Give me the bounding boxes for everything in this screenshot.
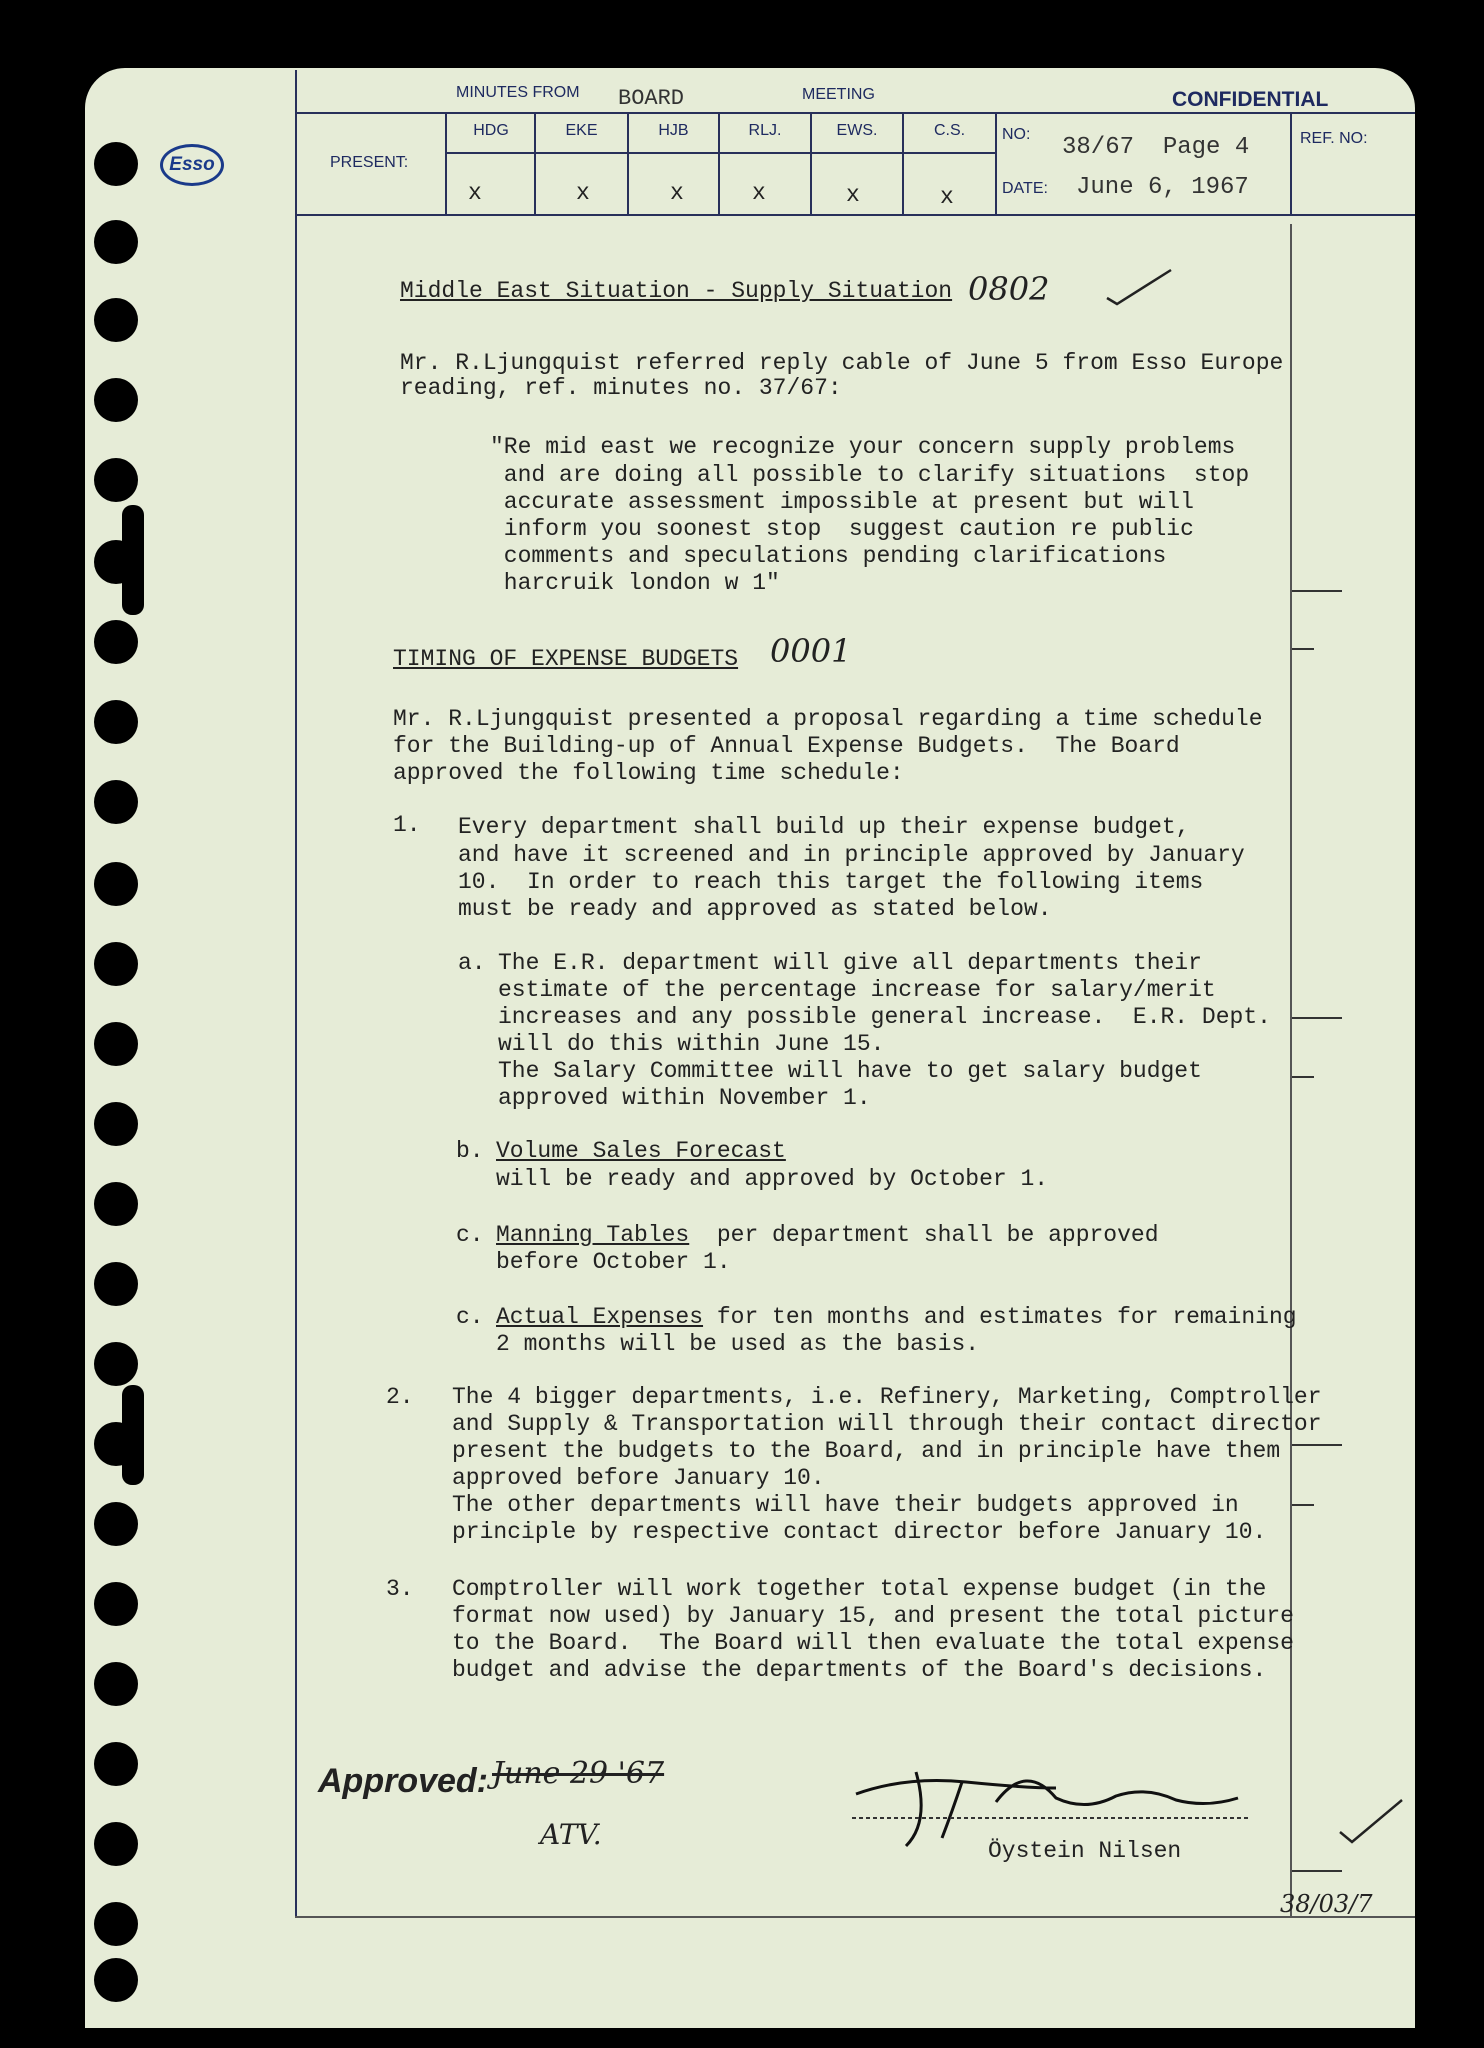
punch-hole [94, 378, 138, 422]
item3-line: to the Board. The Board will then evaluate the total expense [452, 1630, 1294, 1656]
subc2-line [496, 1304, 1297, 1330]
approver-initials: ATV. [540, 1818, 602, 1851]
punch-hole [94, 1102, 138, 1146]
section1-intro-line: Mr. R.Ljungquist referred reply cable of June 5 from Esso Europe [400, 350, 1284, 376]
minutes-from-label: MINUTES FROM [456, 84, 580, 101]
punch-hole [94, 620, 138, 664]
member-initials: EWS. [836, 122, 878, 139]
torn-hole [122, 1385, 144, 1485]
section1-code: 0802 [968, 270, 1050, 308]
punch-hole [94, 942, 138, 986]
suba-line: approved within November 1. [498, 1085, 871, 1111]
item1-line: Every department shall build up their expense budget, [458, 814, 1190, 840]
item3-line: budget and advise the departments of the Board's decisions. [452, 1657, 1267, 1683]
signature [846, 1742, 1252, 1852]
subb-title: Volume Sales Forecast [496, 1138, 786, 1164]
punch-hole [94, 700, 138, 744]
date-label: DATE: [1002, 180, 1048, 197]
section1-intro-line: reading, ref. minutes no. 37/67: [400, 375, 842, 401]
attendance-mark: x [752, 180, 766, 206]
punch-hole [94, 1958, 138, 2002]
member-initials: C.S. [933, 122, 966, 139]
item3-line: format now used) by January 15, and present the total picture [452, 1603, 1294, 1629]
item3-line: Comptroller will work together total expense budget (in the [452, 1576, 1267, 1602]
subc2-line: 2 months will be used as the basis. [496, 1331, 980, 1357]
cable-quote-line: comments and speculations pending clarifications [490, 543, 1167, 569]
punch-hole [94, 1182, 138, 1226]
subitem-letter: c. [456, 1222, 484, 1248]
approved-label: Approved: [318, 1762, 488, 1800]
suba-line: increases and any possible general increase. E.R. Dept. [498, 1004, 1271, 1030]
confidential-label: CONFIDENTIAL [1172, 88, 1329, 111]
item2-line: principle by respective contact director before January 10. [452, 1519, 1267, 1545]
subc1-title: Manning Tables [496, 1222, 690, 1248]
torn-hole [122, 505, 144, 615]
subc2-after: for ten months and estimates for remaining [703, 1304, 1297, 1330]
suba-line: will do this within June 15. [498, 1031, 885, 1057]
suba-line: estimate of the percentage increase for salary/merit [498, 977, 1216, 1003]
section2-intro-line: for the Building-up of Annual Expense Budgets. The Board [393, 733, 1180, 759]
attendance-mark: x [468, 180, 482, 206]
checkmark-icon [1336, 1796, 1406, 1846]
punch-hole [94, 1502, 138, 1546]
minutes-number: 38/67 Page 4 [1062, 134, 1250, 161]
punch-hole [94, 142, 138, 186]
section2-intro-line: approved the following time schedule: [393, 760, 904, 786]
item-number: 2. [386, 1384, 414, 1410]
punch-hole [94, 1022, 138, 1066]
punch-hole [94, 298, 138, 342]
subitem-letter: a. [458, 950, 486, 976]
punch-hole [94, 862, 138, 906]
meeting-date: June 6, 1967 [1076, 174, 1249, 201]
present-label: PRESENT: [330, 154, 409, 171]
item-number: 3. [386, 1576, 414, 1602]
subc1-after: per department shall be approved [689, 1222, 1159, 1248]
checkmark-icon [1105, 266, 1175, 306]
esso-logo: Esso [160, 144, 224, 186]
member-initials: HJB [658, 122, 689, 139]
item-number: 1. [393, 812, 421, 838]
item1-line: 10. In order to reach this target the following items [458, 869, 1204, 895]
no-label: NO: [1002, 126, 1031, 143]
member-initials: HDG [473, 122, 509, 139]
cable-quote-line: accurate assessment impossible at present but will [490, 489, 1194, 515]
attendance-mark: x [576, 180, 590, 206]
punch-hole [94, 780, 138, 824]
meeting-label: MEETING [802, 86, 875, 103]
punch-hole [94, 1742, 138, 1786]
subc2-title: Actual Expenses [496, 1304, 704, 1330]
item2-line: present the budgets to the Board, and in principle have them [452, 1438, 1281, 1464]
cable-quote-line: and are doing all possible to clarify situations stop [490, 462, 1250, 488]
cable-quote-line: "Re mid east we recognize your concern supply problems [490, 434, 1236, 460]
punch-hole [94, 1582, 138, 1626]
minutes-from-value: BOARD [618, 86, 685, 111]
signatory-name: Öystein Nilsen [988, 1838, 1182, 1864]
item2-line: The other departments will have their budgets approved in [452, 1492, 1239, 1518]
subc1-line [496, 1222, 1159, 1248]
punch-hole [94, 1342, 138, 1386]
suba-line: The E.R. department will give all departments their [498, 950, 1202, 976]
attendance-mark: x [940, 184, 954, 210]
approved-date: June 29 '67 [492, 1756, 665, 1791]
item2-line: The 4 bigger departments, i.e. Refinery, Marketing, Comptroller [452, 1384, 1322, 1410]
section2-code: 0001 [770, 632, 852, 670]
punch-hole [94, 1262, 138, 1306]
punch-hole [94, 1902, 138, 1946]
section2-intro-line: Mr. R.Ljungquist presented a proposal regarding a time schedule [393, 706, 1263, 732]
page-ref: 38/03/7 [1280, 1890, 1373, 1918]
section2-title: TIMING OF EXPENSE BUDGETS [393, 646, 739, 672]
member-initials: RLJ. [748, 122, 782, 139]
subb-line: will be ready and approved by October 1. [496, 1166, 1049, 1192]
ref-no-label: REF. NO: [1300, 130, 1368, 147]
attendance-mark: x [846, 182, 860, 208]
member-initials: EKE [565, 122, 598, 139]
punch-hole [94, 1822, 138, 1866]
section1-title: Middle East Situation - Supply Situation [400, 278, 953, 304]
subc1-line: before October 1. [496, 1249, 731, 1275]
item2-line: and Supply & Transportation will through their contact director [452, 1411, 1322, 1437]
subitem-letter: b. [456, 1138, 484, 1164]
item2-line: approved before January 10. [452, 1465, 825, 1491]
cable-quote-line: inform you soonest stop suggest caution re public [490, 516, 1194, 542]
punch-hole [94, 220, 138, 264]
item1-line: and have it screened and in principle approved by January [458, 842, 1245, 868]
suba-line: The Salary Committee will have to get salary budget [498, 1058, 1202, 1084]
punch-hole [94, 458, 138, 502]
cable-quote-line: harcruik london w 1" [490, 570, 780, 596]
item1-line: must be ready and approved as stated below. [458, 896, 1052, 922]
subitem-letter: c. [456, 1304, 484, 1330]
attendance-mark: x [670, 180, 684, 206]
punch-hole [94, 1662, 138, 1706]
